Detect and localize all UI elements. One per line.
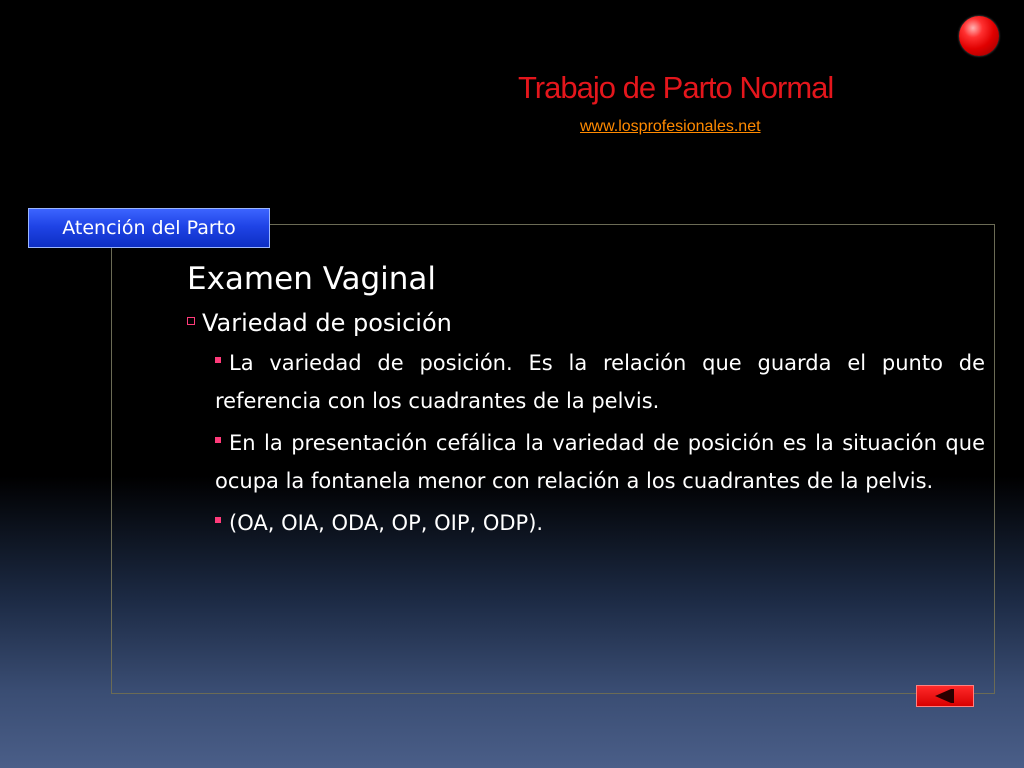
slide-title: Trabajo de Parto Normal — [518, 70, 834, 105]
bullet-list — [187, 344, 985, 542]
square-bullet-icon — [215, 357, 221, 363]
red-circle-icon[interactable] — [959, 16, 999, 56]
list-item-text: La variedad de posición. Es la relación que guarda el punto de referencia con los cuadrantes de la pelvis. — [215, 351, 985, 413]
hollow-square-bullet-icon — [187, 317, 195, 325]
list-item-text: En la presentación cefálica la variedad de posición es la situación que ocupa la fontanela menor con relación a los cuadrantes de la pelvis. — [215, 431, 985, 493]
list-item — [215, 424, 985, 500]
list-item — [215, 504, 985, 542]
section-tab-atencion-del-parto[interactable]: Atención del Parto — [28, 208, 270, 248]
square-bullet-icon — [215, 517, 221, 523]
list-item — [215, 344, 985, 420]
triangle-left-icon — [927, 688, 963, 704]
slide-body — [187, 258, 987, 546]
list-item-text: (OA, OIA, ODA, OP, OIP, ODP). — [229, 511, 544, 535]
subheading-item — [187, 306, 987, 340]
back-button[interactable] — [916, 685, 974, 707]
content-heading: Examen Vaginal — [187, 261, 437, 297]
square-bullet-icon — [215, 437, 221, 443]
subheading-label: Variedad de posición — [202, 309, 452, 337]
website-link[interactable]: www.losprofesionales.net — [580, 118, 761, 135]
